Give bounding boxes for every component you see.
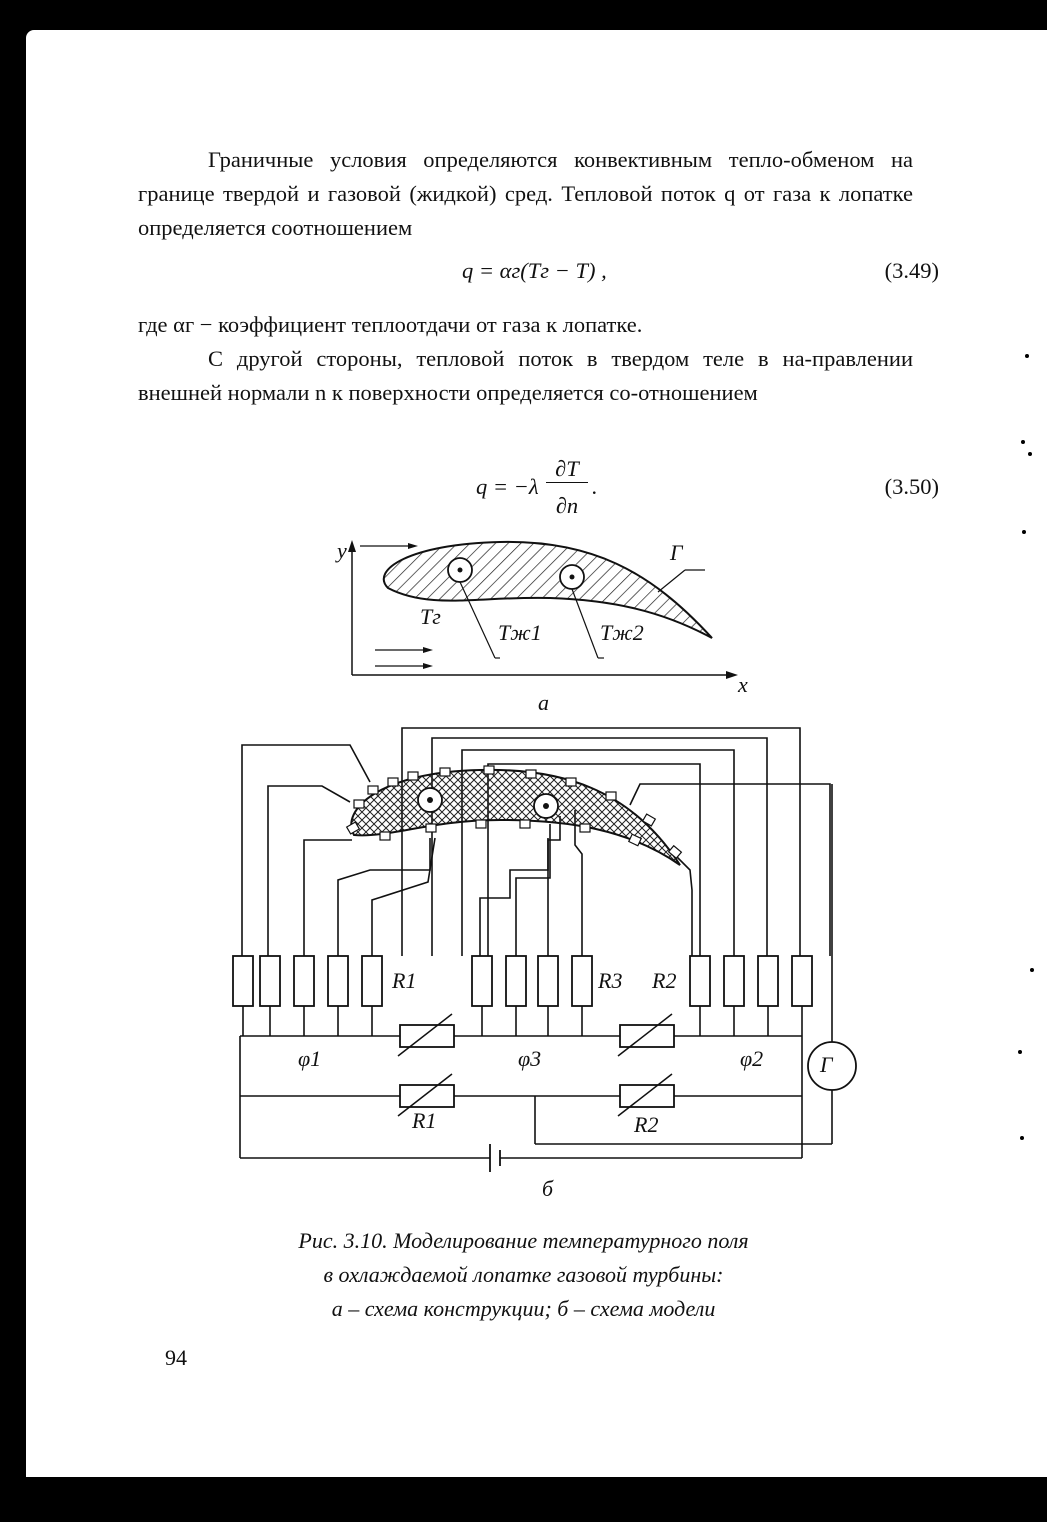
scan-speck (1020, 1136, 1024, 1140)
figure-caption-line-3: а – схема конструкции; б – схема модели (331, 1296, 716, 1321)
scan-speck (1021, 440, 1025, 444)
battery (490, 1144, 500, 1172)
y-axis-arrow (348, 540, 356, 552)
scan-speck (1018, 1050, 1022, 1054)
axis-label-x: x (738, 672, 748, 697)
label-phi3: φ3 (518, 1046, 542, 1071)
scan-speck (1028, 452, 1032, 456)
equation-3-50-denominator: ∂n (555, 493, 579, 518)
scan-speck (1030, 968, 1034, 972)
equation-number-3-49: (3.49) (884, 258, 939, 283)
label-r1: R1 (392, 968, 417, 993)
resistor-bank (233, 956, 812, 1006)
label-tg: Tг (420, 604, 441, 629)
figure-a-blade-diagram (330, 530, 770, 720)
figure-caption-line-1: Рис. 3.10. Моделирование температурного поля (298, 1228, 749, 1253)
figure-a-label: а (538, 690, 549, 715)
label-r2: R2 (652, 968, 677, 993)
label-galvanometer: Г (820, 1052, 833, 1077)
label-r2-bottom: R2 (634, 1112, 659, 1137)
equation-3-50-period: . (592, 474, 598, 499)
figure-caption-line-2: в охлаждаемой лопатке газовой турбины: (323, 1262, 724, 1287)
paragraph-boundary-conditions: Граничные условия определяются конвективным тепло-обменом на границе твердой и газовой (жидкой) сред. Тепловой поток q от газа к лопатке определяется соотношением (138, 147, 913, 240)
label-tzh1: Tж1 (498, 620, 542, 645)
label-phi2: φ2 (740, 1046, 764, 1071)
paragraph-where: где αг − коэффициент теплоотдачи от газа к лопатке. (138, 312, 643, 337)
equation-3-50-lhs: q = −λ (476, 474, 539, 499)
label-gamma-boundary: Г (670, 540, 683, 565)
figure-b-label: б (542, 1176, 554, 1201)
scan-speck (1022, 530, 1026, 534)
equation-3-50-numerator: ∂T (546, 456, 588, 483)
label-r1-bottom: R1 (412, 1108, 437, 1133)
page-number: 94 (165, 1345, 187, 1370)
figure-b-circuit-diagram (230, 720, 870, 1180)
x-axis-arrow (726, 671, 738, 679)
blade-model (351, 770, 680, 865)
paragraph-other-side: С другой стороны, тепловой поток в твердом теле в на-правлении внешней нормали n к поверхности определяется со-отношением (138, 346, 913, 405)
equation-number-3-50: (3.50) (884, 474, 939, 499)
leader-gamma (658, 570, 685, 592)
label-r3: R3 (598, 968, 623, 993)
label-tzh2: Tж2 (600, 620, 644, 645)
axis-label-y: y (337, 538, 347, 563)
equation-3-49: q = αг(Tг − T) , (462, 258, 607, 283)
scan-speck (1025, 354, 1029, 358)
label-phi1: φ1 (298, 1046, 322, 1071)
